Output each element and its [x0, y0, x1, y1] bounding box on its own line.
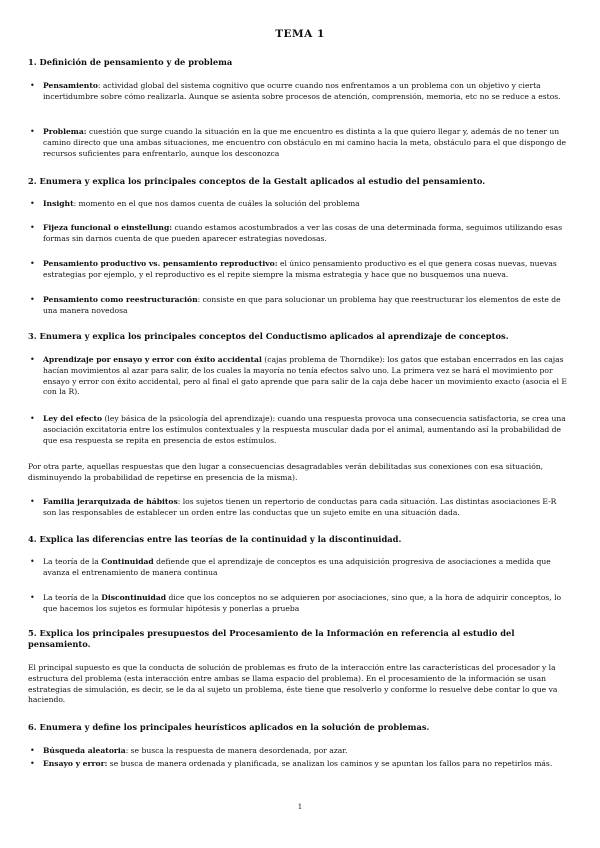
bullet-icon: •: [30, 497, 35, 506]
term: Insight: [43, 199, 74, 208]
definition: : los sujetos tienen un repertorio de conductas para cada situación. Las distintas asociaciones E-R son las responsables de establecer un orden entre las conductas que un sujeto emite en una situación dada.: [43, 497, 557, 517]
list-item: [30, 199, 570, 210]
heading-4: 4. Explica las diferencias entre las teorías de la continuidad y la discontinuidad.: [28, 534, 402, 544]
term: Pensamiento productivo vs. pensamiento reproductivo:: [43, 259, 278, 268]
bullet-icon: •: [30, 593, 35, 602]
paragraph: Por otra parte, aquellas respuestas que den lugar a consecuencias desagradables verán debilitadas sus conexiones con esa situación, disminuyendo la probabilidad de repetirse en presencia de la misma).: [28, 462, 544, 482]
paragraph: El principal supuesto es que la conducta de solución de problemas es fruto de la interacción entre las características del procesador y la estructura del problema (esta interacción entre ambas se llama espacio del problema). En el procesamiento de la información se usan estrategias de simulación, es decir, se le da al sujeto un problema, éste tiene que resolverlo y conforme lo resuelve debe contar lo que va haciendo.: [28, 663, 558, 705]
list-item: [30, 127, 570, 159]
heading-6: 6. Enumera y define los principales heurísticos aplicados en la solución de problemas.: [28, 722, 430, 732]
heading-2: 2. Enumera y explica los principales conceptos de la Gestalt aplicados al estudio del pensamiento.: [28, 176, 486, 186]
bullet-icon: •: [30, 746, 35, 755]
bullet-icon: •: [30, 259, 35, 268]
list-item: [30, 746, 570, 757]
bullet-icon: •: [30, 81, 35, 90]
bullet-icon: •: [30, 295, 35, 304]
heading-3: 3. Enumera y explica los principales conceptos del Conductismo aplicados al aprendizaje de conceptos.: [28, 331, 509, 341]
definition: se busca de manera ordenada y planificada, se analizan los caminos y se apuntan los fallos para no repetirlos más.: [107, 759, 553, 768]
term: Pensamiento como reestructuración: [43, 295, 198, 304]
heading-1: 1. Definición de pensamiento y de problema: [28, 57, 233, 67]
definition: dice que los conceptos no se adquieren por asociaciones, sino que, a la hora de adquirir conceptos, lo que hacemos los sujetos es formular hipótesis y ponerlas a prueba: [43, 593, 562, 613]
term: Familia jerarquizada de hábitos: [43, 497, 178, 506]
prefix: La teoría de la: [43, 593, 102, 602]
bullet-icon: •: [30, 759, 35, 768]
list-item: [30, 414, 570, 446]
page-number: 1: [297, 803, 303, 811]
list-item: [30, 759, 570, 770]
list-item: [30, 355, 570, 398]
definition: (ley básica de la psicología del aprendizaje): cuando una respuesta provoca una consecuencia satisfactoria, se crea una asociación excitatoria entre los estímulos contextuales y la respuesta muscular dada por el animal, aumentando así la probabilidad de que esa respuesta se repita en presencia de estos estímulos.: [43, 414, 566, 445]
list-item: [30, 295, 570, 317]
list-item: [30, 81, 570, 103]
definition: (cajas problema de Thorndike): los gatos que estaban encerrados en las cajas hacían movimientos al azar para salir, de los cuales la mayoría no tenía efectos salvo uno. La primera vez se hará el movimiento por ensayo y error con éxito accidental, pero al final el gato aprende que para salir de la caja debe hacer un movimiento exacto (asocia el E con la R).: [43, 355, 567, 397]
term: Ley del efecto: [43, 414, 103, 423]
definition: cuando estamos acostumbrados a ver las cosas de una determinada forma, seguimos utilizando esas formas sin darnos cuenta de que pueden aparecer estrategias novedosas.: [43, 223, 563, 243]
term: Aprendizaje por ensayo y error con éxito accidental: [43, 355, 262, 364]
list-item: [30, 557, 570, 579]
list-item: [30, 223, 570, 245]
bullet-icon: •: [30, 199, 35, 208]
term: Problema:: [43, 127, 87, 136]
bullet-icon: •: [30, 223, 35, 232]
term: Ensayo y error:: [43, 759, 108, 768]
definition: : consiste en que para solucionar un problema hay que reestructurar los elementos de este de una manera novedosa: [43, 295, 561, 315]
definition: cuestión que surge cuando la situación en la que me encuentro es distinta a la que quiero llegar y, además de no tener un camino directo que una ambas situaciones, me encuentro con obstáculo en mi camino hacia la meta, obstáculo para el que dispongo de recursos suficientes para enfrentarlo, aunque los desconozca: [43, 127, 567, 158]
definition: : se busca la respuesta de manera desordenada, por azar.: [125, 746, 348, 755]
term: Pensamiento: [43, 81, 98, 90]
bullet-icon: •: [30, 557, 35, 566]
term: Fijeza funcional o einstellung:: [43, 223, 173, 232]
prefix: La teoría de la: [43, 557, 102, 566]
definition: defiende que el aprendizaje de conceptos es una adquisición progresiva de asociaciones a medida que avanza el entrenamiento de manera continua: [43, 557, 551, 577]
term: Discontinuidad: [101, 593, 167, 602]
definition: : actividad global del sistema cognitivo que ocurre cuando nos enfrentamos a un problema con un objetivo y cierta incertidumbre sobre cómo realizarla. Aunque se asienta sobre procesos de atención, comprensión, memoria, etc no se reduce a estos.: [43, 81, 561, 101]
term: Búsqueda aleatoria: [43, 746, 126, 755]
bullet-icon: •: [30, 355, 35, 364]
list-item: [30, 259, 570, 281]
term: Continuidad: [101, 557, 154, 566]
definition: : momento en el que nos damos cuenta de cuáles la solución del problema: [73, 199, 360, 208]
bullet-icon: •: [30, 414, 35, 423]
list-item: [30, 497, 570, 519]
heading-5: 5. Explica los principales presupuestos del Procesamiento de la Información en referencia al estudio del pensamiento.: [28, 628, 515, 649]
definition: el único pensamiento productivo es el que genera cosas nuevas, nuevas estrategias por ejemplo, y el reproductivo es el repite siempre la misma estrategia y hace que no busquemos una nueva.: [43, 259, 557, 279]
list-item: [30, 593, 570, 615]
page-title: TEMA 1: [275, 28, 325, 40]
bullet-icon: •: [30, 127, 35, 136]
